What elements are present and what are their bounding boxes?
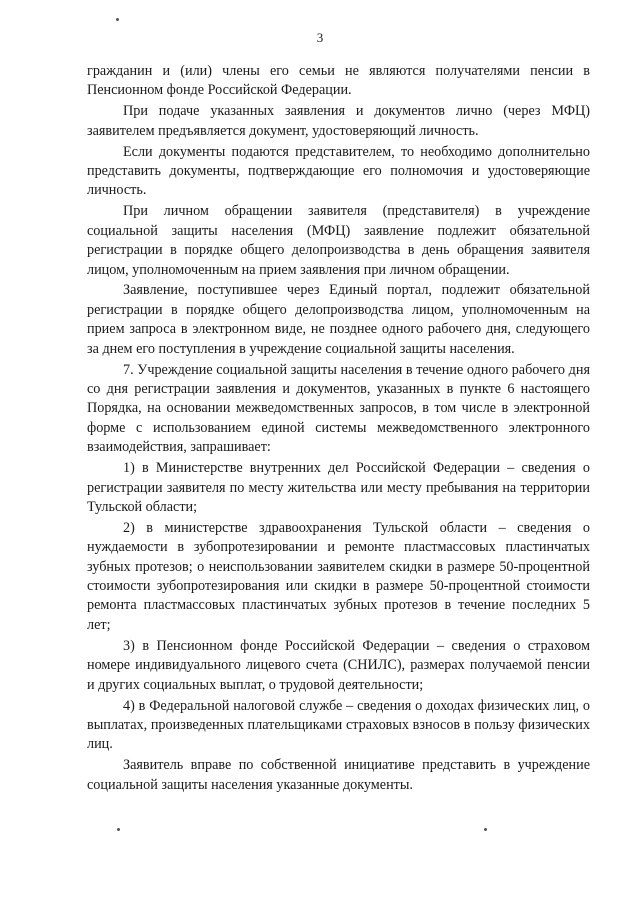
list-item-1: 1) в Министерстве внутренних дел Российской Федерации – сведения о регистрации заявителя по месту жительства или месту пребывания на территории Тульской области; [87,460,590,515]
paragraph-item-7: 7. Учреждение социальной защиты населения в течение одного рабочего дня со дня регистрации заявления и документов, указанных в пункте 6 настоящего Порядка, на основании межведомственных запросов, в том числе в электронной форме с использованием единой системы межведомственного электронного взаимодействия, запрашивает: [87,361,590,456]
list-item-4: 4) в Федеральной налоговой службе – сведения о доходах физических лиц, о выплатах, произведенных плательщиками страховых взносов в пользу физических лиц. [87,697,590,753]
scan-dot [484,828,487,831]
paragraph-unified-portal: Заявление, поступившее через Единый портал, подлежит обязательной регистрации в порядке общего делопроизводства лицом, уполномоченным на прием запроса в электронном виде, не позднее одного рабочего дня, следующего за днем его поступления в учреждение социальной защиты населения. [87,282,590,357]
list-item-3: 3) в Пенсионном фонде Российской Федерации – сведения о страховом номере индивидуального лицевого счета (СНИЛС), размерах получаемой пенсии и других социальных выплат, о трудовой деятельности; [87,637,590,693]
paragraph-own-initiative: Заявитель вправе по собственной инициативе представить в учреждение социальной защиты населения указанные документы. [87,757,590,793]
paragraph-continuation: гражданин и (или) члены его семьи не являются получателями пенсии в Пенсионном фонде Российской Федерации. [87,63,590,99]
scan-dot [116,18,119,21]
paragraph-personal-visit: При личном обращении заявителя (представителя) в учреждение социальной защиты населения (МФЦ) заявление подлежит обязательной регистрации в порядке общего делопроизводства в день обращения заявителя лицом, уполномоченным на прием заявления при личном обращении. [87,203,590,278]
paragraph-representative: Если документы подаются представителем, то необходимо дополнительно представить документы, подтверждающие его полномочия и удостоверяющие личность. [87,143,590,199]
page-number: 3 [316,30,324,45]
document-body [87,62,590,797]
paragraph-identity-document: При подаче указанных заявления и документов лично (через МФЦ) заявителем предъявляется документ, удостоверяющий личность. [87,103,590,139]
scan-dot [117,828,120,831]
list-item-2: 2) в министерстве здравоохранения Тульской области – сведения о нуждаемости в зубопротезировании и ремонте пластмассовых пластинчатых зубных протезов; о неиспользовании заявителем скидки в размере 50-процентной стоимости зубопротезирования или скидки в размере 50-процентной стоимости ремонта пластмассовых пластинчатых зубных протезов в течение последних 5 лет; [87,519,590,633]
